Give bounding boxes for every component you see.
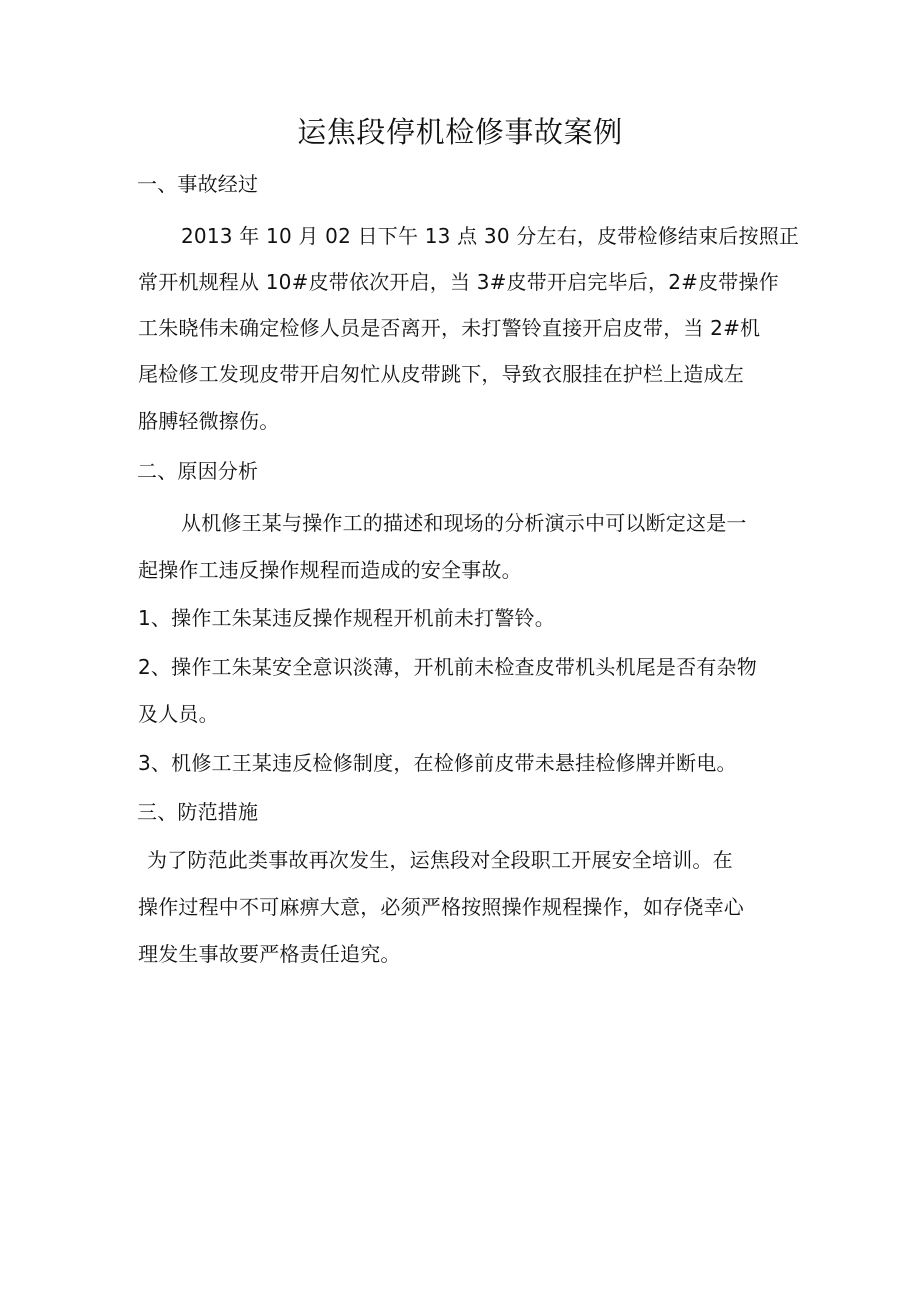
paragraph-line: 从机修王某与操作工的描述和现场的分析演示中可以断定这是一 — [181, 511, 747, 535]
document-title: 运焦段停机检修事故案例 — [297, 115, 623, 149]
paragraph-line: 尾检修工发现皮带开启匆忙从皮带跳下，导致衣服挂在护栏上造成左 — [138, 362, 744, 386]
list-item-cause-3: 3、机修工王某违反检修制度，在检修前皮带未悬挂检修牌并断电。 — [138, 751, 737, 775]
section-heading-preventive-measures: 三、防范措施 — [137, 800, 259, 824]
section-heading-accident-process: 一、事故经过 — [137, 172, 259, 196]
paragraph-line: 2013 年 10 月 02 日下午 13 点 30 分左右，皮带检修结束后按照正 — [181, 224, 800, 248]
list-item-cause-2-continuation: 及人员。 — [138, 702, 219, 726]
paragraph-line: 起操作工违反操作规程而造成的安全事故。 — [138, 558, 522, 582]
section-heading-cause-analysis: 二、原因分析 — [137, 459, 259, 483]
paragraph-line: 为了防范此类事故再次发生，运焦段对全段职工开展安全培训。在 — [147, 848, 733, 872]
paragraph-line: 常开机规程从 10#皮带依次开启，当 3#皮带开启完毕后，2#皮带操作 — [138, 270, 779, 294]
paragraph-line: 操作过程中不可麻痹大意，必须严格按照操作规程操作，如存侥幸心 — [138, 895, 744, 919]
list-item-cause-1: 1、操作工朱某违反操作规程开机前未打警铃。 — [138, 606, 555, 630]
paragraph-line: 工朱晓伟未确定检修人员是否离开，未打警铃直接开启皮带，当 2#机 — [138, 316, 761, 340]
paragraph-line: 理发生事故要严格责任追究。 — [138, 942, 401, 966]
list-item-cause-2: 2、操作工朱某安全意识淡薄，开机前未检查皮带机头机尾是否有杂物 — [138, 655, 757, 679]
paragraph-line: 胳膊轻微擦伤。 — [138, 409, 280, 433]
